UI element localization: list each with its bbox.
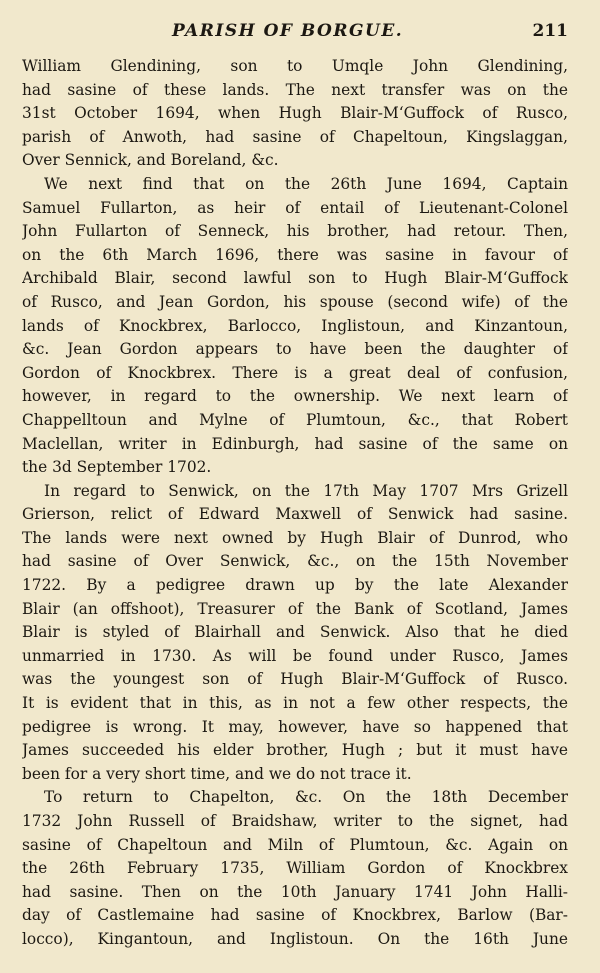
text-line: on the 6th March 1696, there was sasine in favour of [22,245,568,264]
text-line: James succeeded his elder brother, Hugh ; but it must have [22,741,568,760]
running-title: PARISH OF BORGUE. [172,21,404,41]
text-line: Archibald Blair, second lawful son to Hugh Blair-M‘Guffock [22,269,568,288]
text-line: In regard to Senwick, on the 17th May 1707 Mrs Grizell [44,481,568,500]
text-line: Chappelltoun and Mylne of Plumtoun, &c., that Robert [22,410,568,429]
text-line: was the youngest son of Hugh Blair-M‘Guffock of Rusco. [22,670,568,689]
text-line: had sasine of Over Senwick, &c., on the 15th November [22,552,568,571]
text-line: sasine of Chapeltoun and Miln of Plumtoun, &c. Again on [22,835,568,854]
text-line: 31st October 1694, when Hugh Blair-M‘Guffock of Rusco, [22,104,568,123]
text-line: however, in regard to the ownership. We next learn of [22,387,568,406]
text-line: had sasine. Then on the 10th January 1741 John Halli- [22,882,568,901]
text-line: Samuel Fullarton, as heir of entail of Lieutenant-Colonel [22,198,568,217]
text-line: parish of Anwoth, had sasine of Chapeltoun, Kingslaggan, [22,127,568,146]
text-line: Grierson, relict of Edward Maxwell of Senwick had sasine. [22,505,568,524]
text-line: The lands were next owned by Hugh Blair of Dunrod, who [22,528,568,547]
text-line: Gordon of Knockbrex. There is a great deal of confusion, [22,363,568,382]
text-line: unmarried in 1730. As will be found under Rusco, James [22,646,568,665]
running-head [22,16,568,46]
page-number: 211 [532,21,568,41]
text-line: locco), Kingantoun, and Inglistoun. On the 16th June [22,929,568,948]
text-line: Maclellan, writer in Edinburgh, had sasine of the same on [22,434,568,453]
text-line: 1732 John Russell of Braidshaw, writer to the signet, had [22,812,568,830]
text-line: lands of Knockbrex, Barlocco, Inglistoun, and Kinzantoun, [22,316,568,335]
text-line: 1722. By a pedigree drawn up by the late Alexander [22,576,568,595]
text-line: day of Castlemaine had sasine of Knockbrex, Barlow (Bar- [22,906,568,925]
text-line: Over Sennick, and Boreland, &c. [22,151,279,170]
text-line: had sasine of these lands. The next transfer was on the [22,80,568,99]
body-text [22,55,568,952]
text-line: William Glendining, son to Umqle John Glendining, [22,57,568,75]
text-line: the 3d September 1702. [22,458,212,477]
text-line: Blair (an offshoot), Treasurer of the Bank of Scotland, James [22,599,568,618]
text-line: of Rusco, and Jean Gordon, his spouse (second wife) of the [22,292,568,311]
text-line: been for a very short time, and we do not trace it. [22,764,412,783]
text-line: It is evident that in this, as in not a few other respects, the [22,694,568,713]
text-line: John Fullarton of Senneck, his brother, had retour. Then, [22,222,568,241]
text-line: the 26th February 1735, William Gordon of Knockbrex [22,859,568,878]
text-line: &c. Jean Gordon appears to have been the daughter of [22,340,568,359]
text-line: Blair is styled of Blairhall and Senwick. Also that he died [22,623,568,642]
text-line: We next find that on the 26th June 1694, Captain [44,174,568,193]
text-line: To return to Chapelton, &c. On the 18th December [44,788,568,807]
text-line: pedigree is wrong. It may, however, have so happened that [22,717,568,736]
